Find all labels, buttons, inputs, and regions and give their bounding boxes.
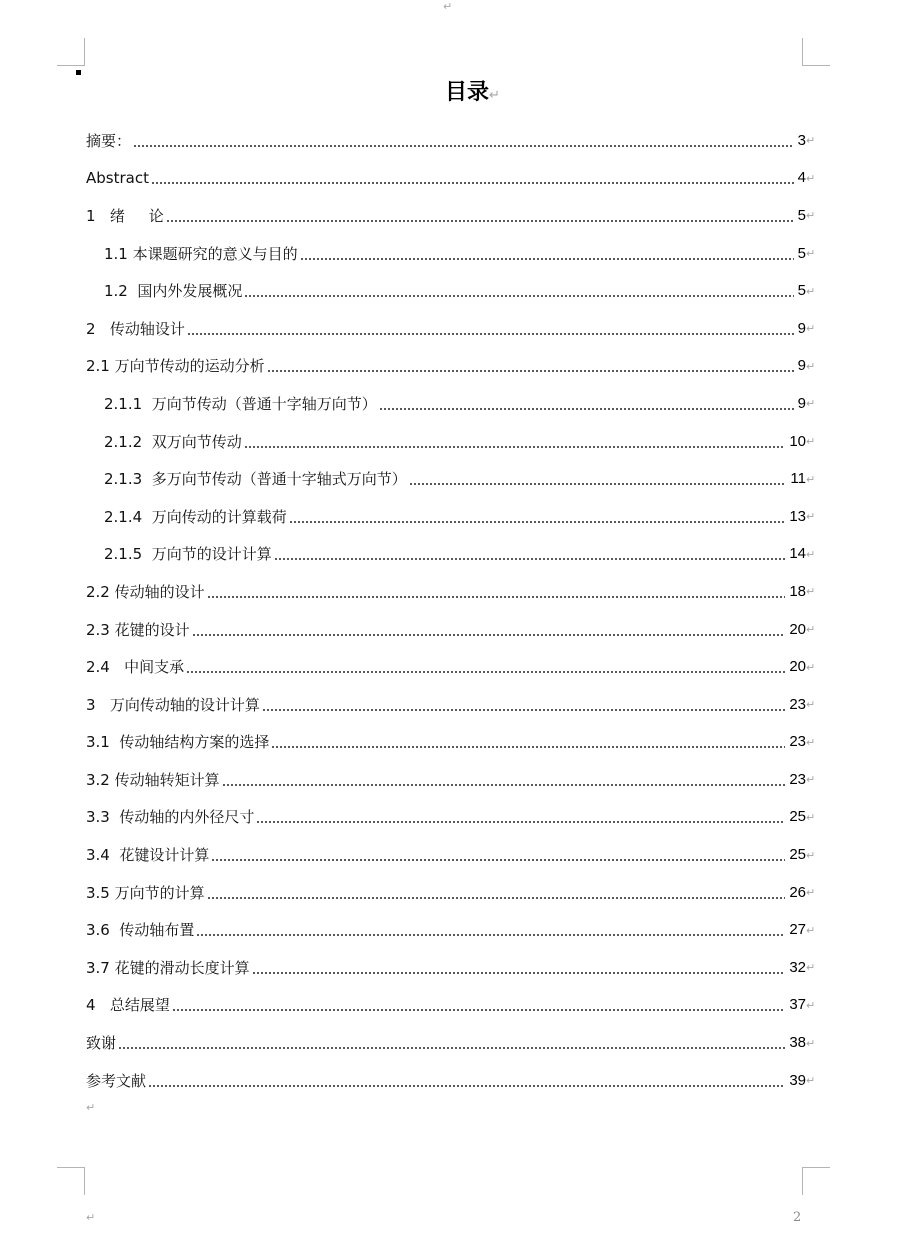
toc-entry[interactable] bbox=[86, 949, 816, 987]
toc-entry-label: 3.7 花键的滑动长度计算 bbox=[86, 958, 250, 977]
toc-entry[interactable] bbox=[86, 122, 816, 160]
crop-mark-bottom-left bbox=[57, 1167, 85, 1195]
toc-entry-label: 2.4 中间支承 bbox=[86, 658, 185, 677]
toc-entry[interactable] bbox=[86, 686, 816, 724]
toc-entry-label: 3 万向传动轴的设计计算 bbox=[86, 695, 260, 714]
paragraph-mark-icon: ↵ bbox=[806, 886, 816, 900]
dot-leader bbox=[211, 859, 785, 861]
dot-leader bbox=[207, 897, 786, 899]
dot-leader bbox=[196, 934, 785, 936]
dot-leader bbox=[172, 1009, 785, 1011]
toc-entry-label: 3.1 传动轴结构方案的选择 bbox=[86, 733, 270, 752]
paragraph-mark-icon: ↵ bbox=[806, 134, 816, 148]
toc-entry[interactable] bbox=[86, 272, 816, 310]
paragraph-mark-icon: ↵ bbox=[806, 247, 816, 261]
paragraph-mark-icon: ↵ bbox=[806, 848, 816, 862]
paragraph-mark-icon: ↵ bbox=[806, 171, 816, 185]
toc-entry-page: 18 bbox=[789, 582, 806, 600]
toc-entry[interactable] bbox=[86, 310, 816, 348]
crop-mark-bottom-right bbox=[802, 1167, 830, 1195]
toc-entry[interactable] bbox=[86, 799, 816, 837]
dot-leader bbox=[192, 634, 786, 636]
toc-entry-page: 9 bbox=[797, 319, 806, 337]
toc-entry-page: 9 bbox=[797, 394, 806, 412]
toc-entry-label: 2.1.2 双万向节传动 bbox=[104, 432, 242, 451]
dot-leader bbox=[256, 821, 785, 823]
paragraph-mark-icon: ↵ bbox=[806, 998, 816, 1012]
paragraph-mark-icon: ↵ bbox=[806, 359, 816, 373]
toc-entry-label: 参考文献 bbox=[86, 1071, 147, 1090]
toc-entry-label: 摘要： bbox=[86, 131, 132, 150]
toc-entry[interactable] bbox=[86, 611, 816, 649]
toc-entry-label: 3.5 万向节的计算 bbox=[86, 883, 205, 902]
toc-entry-label: 2.2 传动轴的设计 bbox=[86, 582, 205, 601]
toc-entry[interactable] bbox=[86, 648, 816, 686]
paragraph-mark-icon: ↵ bbox=[806, 923, 816, 937]
paragraph-mark-icon: ↵ bbox=[806, 284, 816, 298]
toc-entry-label: 2.1.4 万向传动的计算载荷 bbox=[104, 507, 287, 526]
toc-entry-page: 32 bbox=[789, 958, 806, 976]
toc-entry-label: 4 总结展望 bbox=[86, 996, 170, 1015]
toc-entry-label: 3.3 传动轴的内外径尺寸 bbox=[86, 808, 255, 827]
dot-leader bbox=[133, 145, 794, 147]
toc-entry-label: 2 传动轴设计 bbox=[86, 319, 185, 338]
toc-title[interactable] bbox=[0, 78, 901, 106]
toc-entry-page: 20 bbox=[789, 620, 806, 638]
paragraph-mark-icon: ↵ bbox=[806, 1036, 816, 1050]
toc-entry-label: 3.2 传动轴转矩计算 bbox=[86, 770, 220, 789]
paragraph-mark-icon: ↵ bbox=[806, 1074, 816, 1088]
toc-entry-label: 3.6 传动轴布置 bbox=[86, 921, 195, 940]
toc-entry[interactable] bbox=[86, 1062, 816, 1100]
toc-entry-page: 23 bbox=[789, 695, 806, 713]
paragraph-mark-icon: ↵ bbox=[489, 88, 500, 103]
toc-entry-label: 2.1.1 万向节传动（普通十字轴万向节） bbox=[104, 394, 377, 413]
toc-entry[interactable] bbox=[86, 385, 816, 423]
crop-mark-top-left bbox=[57, 38, 85, 66]
toc-entry-page: 5 bbox=[797, 282, 806, 300]
paragraph-mark-icon: ↵ bbox=[806, 435, 816, 449]
table-of-contents bbox=[86, 122, 816, 1099]
paragraph-mark-icon: ↵ bbox=[806, 660, 816, 674]
dot-leader bbox=[244, 295, 793, 297]
toc-entry-page: 25 bbox=[789, 846, 806, 864]
paragraph-mark-icon: ↵ bbox=[443, 0, 453, 13]
paragraph-mark-icon: ↵ bbox=[806, 961, 816, 975]
toc-entry[interactable] bbox=[86, 498, 816, 536]
toc-entry-page: 25 bbox=[789, 808, 806, 826]
toc-entry-label: 2.1.5 万向节的设计计算 bbox=[104, 545, 272, 564]
toc-entry-page: 4 bbox=[797, 169, 806, 187]
crop-mark-top-right bbox=[802, 38, 830, 66]
toc-entry-page: 3 bbox=[797, 131, 806, 149]
toc-entry[interactable] bbox=[86, 423, 816, 461]
dot-leader bbox=[222, 784, 786, 786]
toc-entry[interactable] bbox=[86, 460, 816, 498]
toc-entry-page: 37 bbox=[789, 996, 806, 1014]
toc-entry-label: 2.3 花键的设计 bbox=[86, 620, 190, 639]
toc-entry-page: 13 bbox=[789, 507, 806, 525]
paragraph-mark-icon: ↵ bbox=[806, 472, 816, 486]
toc-entry-label: 2.1.3 多万向节传动（普通十字轴式万向节） bbox=[104, 470, 407, 489]
dot-leader bbox=[271, 746, 785, 748]
toc-entry-page: 23 bbox=[789, 733, 806, 751]
toc-entry[interactable] bbox=[86, 348, 816, 386]
dot-leader bbox=[409, 483, 787, 485]
toc-entry-label: 1.1 本课题研究的意义与目的 bbox=[104, 244, 298, 263]
toc-entry-page: 23 bbox=[789, 770, 806, 788]
toc-entry[interactable] bbox=[86, 874, 816, 912]
paragraph-mark-icon: ↵ bbox=[806, 735, 816, 749]
paragraph-mark-icon: ↵ bbox=[806, 698, 816, 712]
toc-entry[interactable] bbox=[86, 987, 816, 1025]
paragraph-mark-icon: ↵ bbox=[806, 585, 816, 599]
dot-leader bbox=[379, 408, 794, 410]
paragraph-mark-icon: ↵ bbox=[806, 623, 816, 637]
dot-leader bbox=[300, 258, 794, 260]
toc-entry-page: 39 bbox=[789, 1071, 806, 1089]
paragraph-mark-icon: ↵ bbox=[806, 209, 816, 223]
toc-entry-page: 10 bbox=[789, 432, 806, 450]
toc-entry-page: 9 bbox=[797, 357, 806, 375]
toc-entry[interactable] bbox=[86, 1024, 816, 1062]
dot-leader bbox=[262, 709, 785, 711]
toc-entry-label: 1 绪 论 bbox=[86, 206, 164, 225]
toc-entry-page: 5 bbox=[797, 206, 806, 224]
dot-leader bbox=[244, 446, 786, 448]
paragraph-mark-icon: ↵ bbox=[806, 322, 816, 336]
paragraph-mark-icon: ↵ bbox=[806, 773, 816, 787]
toc-entry[interactable] bbox=[86, 761, 816, 799]
dot-leader bbox=[118, 1047, 785, 1049]
toc-entry-page: 5 bbox=[797, 244, 806, 262]
dot-leader bbox=[187, 333, 794, 335]
dot-leader bbox=[289, 521, 786, 523]
toc-entry-label: Abstract bbox=[86, 169, 149, 188]
toc-entry[interactable] bbox=[86, 724, 816, 762]
dot-leader bbox=[148, 1085, 785, 1087]
toc-entry[interactable] bbox=[86, 573, 816, 611]
paragraph-mark-icon: ↵ bbox=[806, 547, 816, 561]
paragraph-mark-icon: ↵ bbox=[806, 397, 816, 411]
dot-leader bbox=[267, 370, 794, 372]
toc-entry[interactable] bbox=[86, 160, 816, 198]
dot-leader bbox=[186, 671, 785, 673]
dot-leader bbox=[274, 558, 786, 560]
toc-entry[interactable] bbox=[86, 197, 816, 235]
toc-entry-label: 2.1 万向节传动的运动分析 bbox=[86, 357, 265, 376]
toc-entry[interactable] bbox=[86, 911, 816, 949]
paragraph-mark-icon: ↵ bbox=[806, 510, 816, 524]
footer-page-number: 2 bbox=[793, 1210, 802, 1225]
toc-entry-page: 20 bbox=[789, 658, 806, 676]
toc-entry-page: 38 bbox=[789, 1034, 806, 1052]
toc-entry-label: 致谢 bbox=[86, 1034, 117, 1053]
paragraph-mark-icon: ↵ bbox=[806, 810, 816, 824]
paragraph-mark-icon: ↵ bbox=[86, 1101, 96, 1114]
toc-entry-page: 11 bbox=[790, 470, 806, 488]
toc-entry-label: 3.4 花键设计计算 bbox=[86, 846, 210, 865]
toc-entry-page: 26 bbox=[789, 883, 806, 901]
toc-entry-label: 1.2 国内外发展概况 bbox=[104, 282, 243, 301]
dot-leader bbox=[151, 182, 794, 184]
paragraph-anchor-icon bbox=[76, 70, 81, 75]
toc-entry-page: 27 bbox=[789, 921, 806, 939]
toc-entry[interactable] bbox=[86, 235, 816, 273]
dot-leader bbox=[166, 220, 794, 222]
dot-leader bbox=[207, 596, 786, 598]
toc-entry-page: 14 bbox=[789, 545, 806, 563]
dot-leader bbox=[252, 972, 786, 974]
toc-entry[interactable] bbox=[86, 836, 816, 874]
toc-title-text: 目录 bbox=[445, 79, 490, 105]
toc-entry[interactable] bbox=[86, 536, 816, 574]
paragraph-mark-icon: ↵ bbox=[86, 1211, 96, 1224]
